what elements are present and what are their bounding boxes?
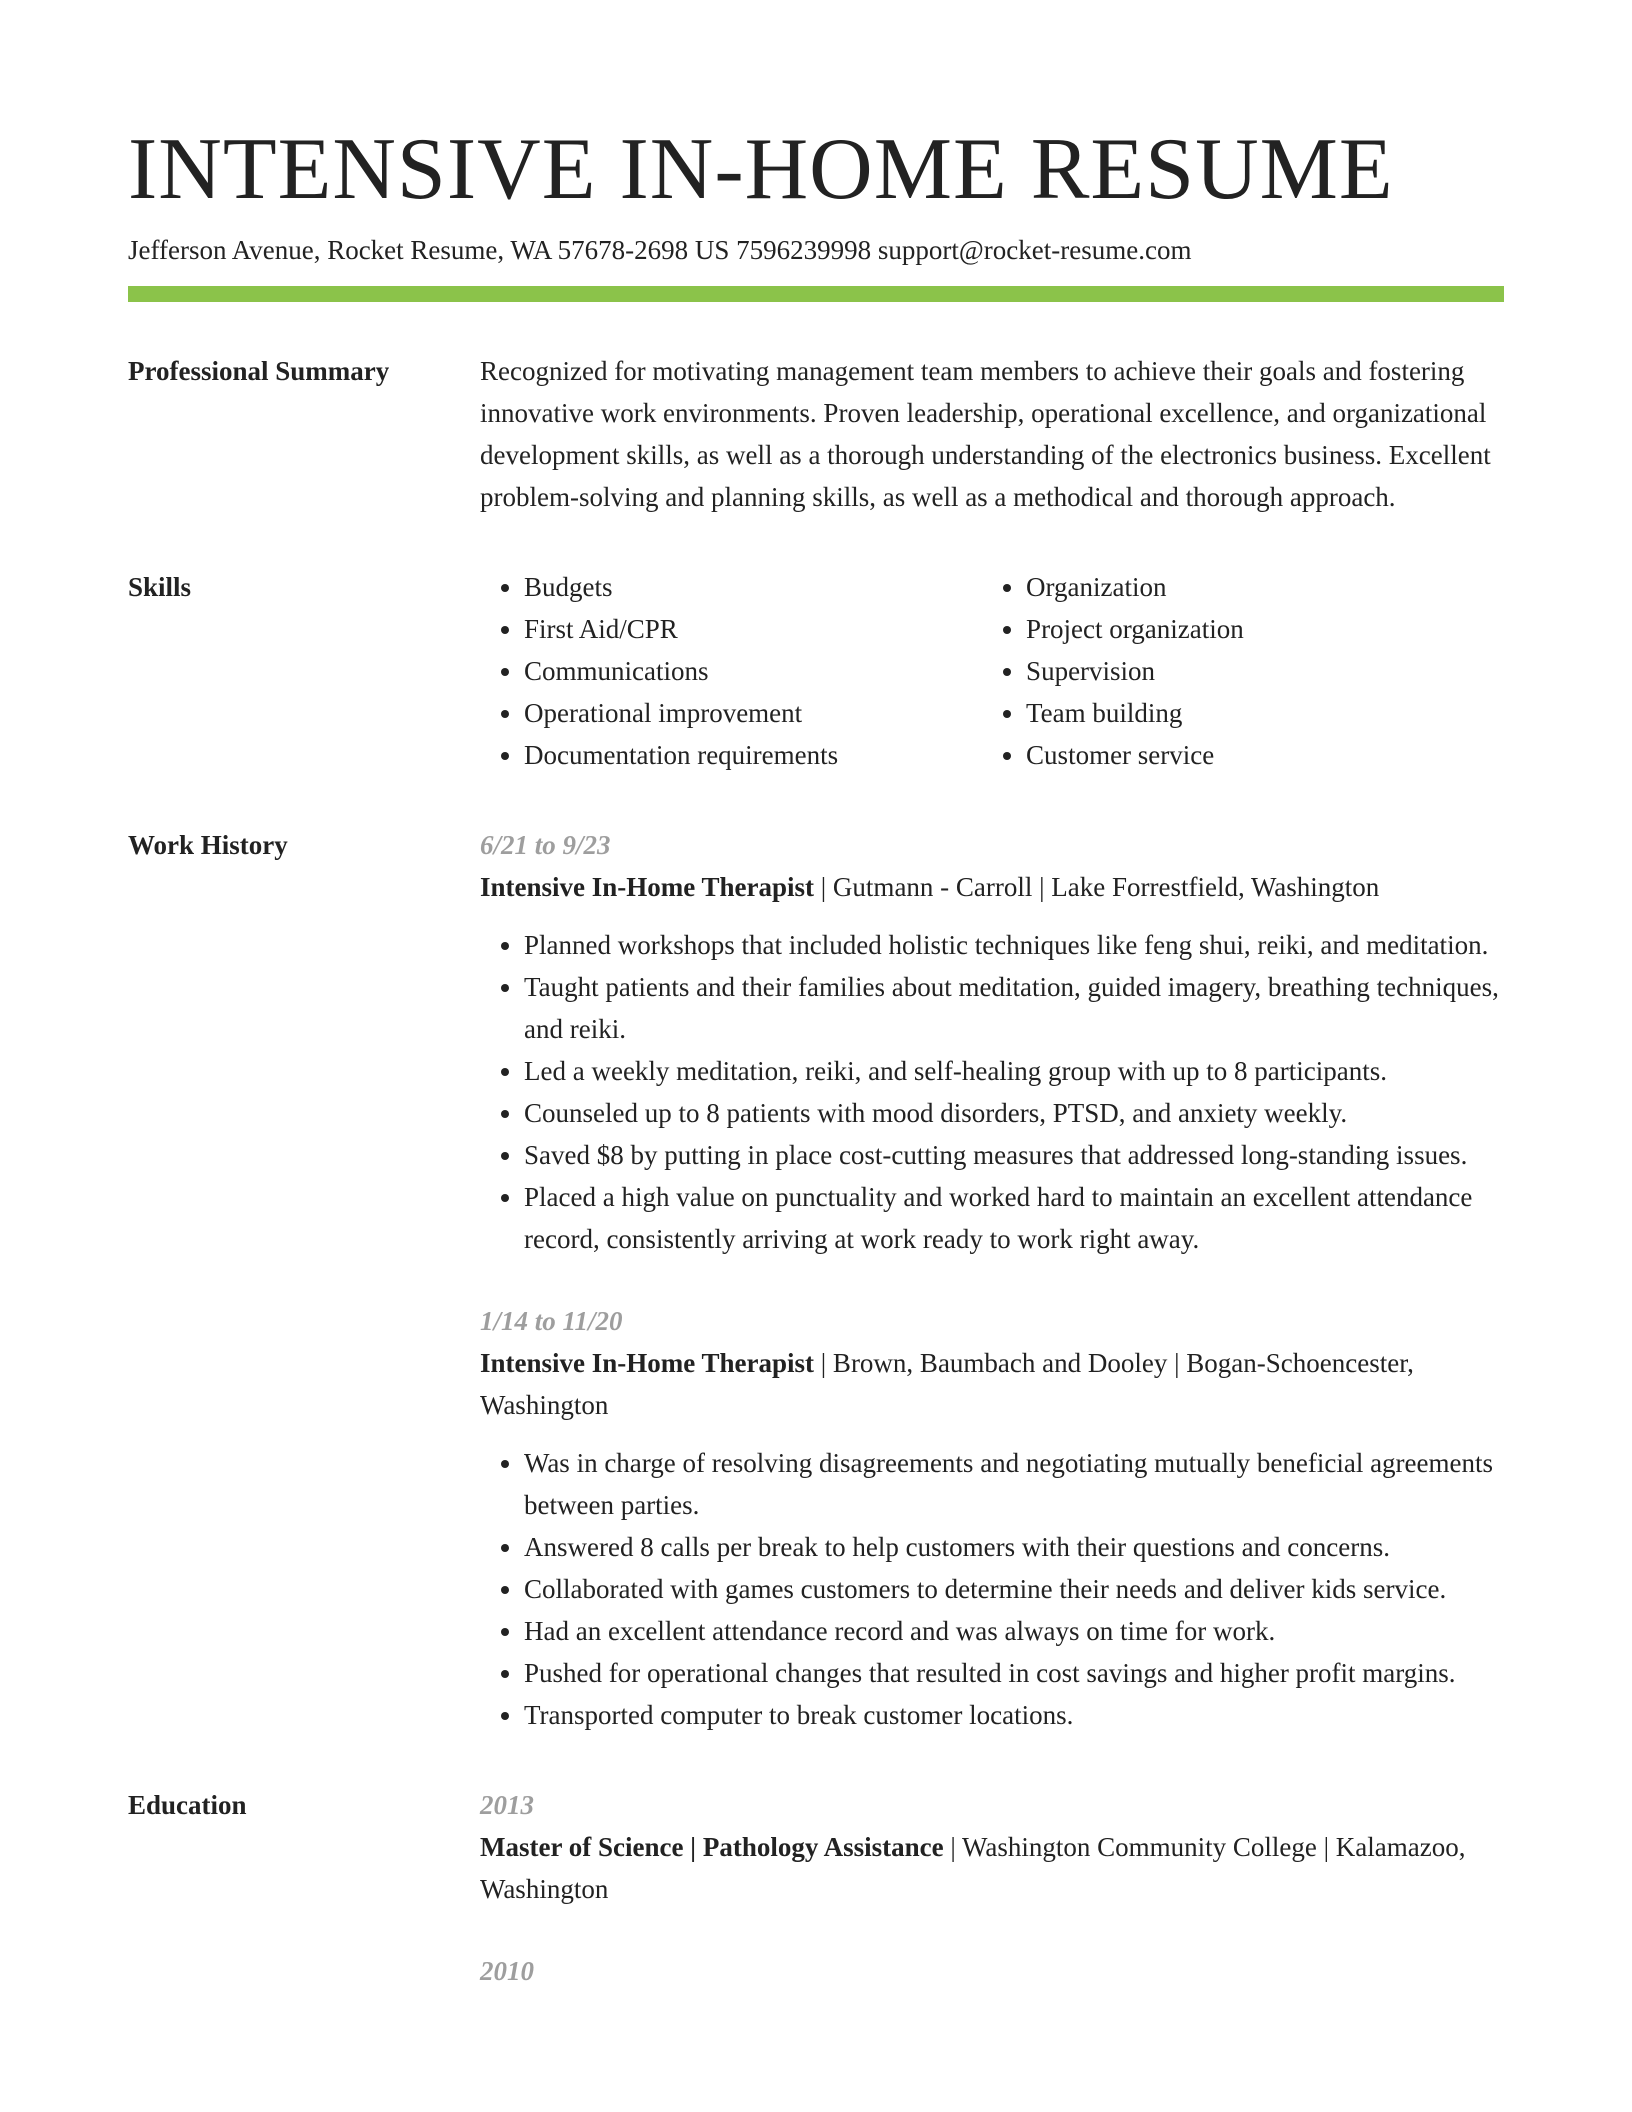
header-divider — [128, 286, 1504, 302]
education-date: 2010 — [480, 1956, 534, 1986]
summary-section — [128, 350, 1504, 518]
list-item: • Organization — [1026, 566, 1504, 608]
job-entry — [480, 1300, 1504, 1736]
skills-label: Skills — [128, 572, 192, 602]
job-title-line — [480, 1342, 1504, 1426]
job-bullets — [480, 1442, 1504, 1736]
resume-page — [128, 118, 1504, 1992]
list-item: • Had an excellent attendance record and was always on time for work. — [524, 1610, 1504, 1652]
skills-list-left — [480, 566, 982, 776]
list-item: • Taught patients and their families about meditation, guided imagery, breathing techniques, and reiki. — [524, 966, 1504, 1050]
job-details: | Brown, Baumbach and Dooley | Bogan-Schoencester, Washington — [480, 1348, 1414, 1420]
list-item: • Saved $8 by putting in place cost-cutting measures that addressed long-standing issues. — [524, 1134, 1504, 1176]
education-degree: Master of Science | Pathology Assistance — [480, 1832, 944, 1862]
skills-section — [128, 566, 1504, 776]
list-item: • Customer service — [1026, 734, 1504, 776]
education-details: | Washington Community College | Kalamazoo, Washington — [480, 1832, 1466, 1904]
work-history-section — [128, 824, 1504, 1736]
education-line — [480, 1826, 1504, 1910]
list-item: • Led a weekly meditation, reiki, and self-healing group with up to 8 participants. — [524, 1050, 1504, 1092]
job-bullets — [480, 924, 1504, 1260]
contact-line: Jefferson Avenue, Rocket Resume, WA 57678-2698 US 7596239998 support@rocket-resume.com — [128, 235, 1192, 265]
list-item: • Pushed for operational changes that resulted in cost savings and higher profit margins. — [524, 1652, 1504, 1694]
job-title-line — [480, 866, 1504, 908]
job-role: Intensive In-Home Therapist — [480, 872, 815, 902]
list-item: • Operational improvement — [524, 692, 982, 734]
list-item: • Was in charge of resolving disagreements and negotiating mutually beneficial agreements between parties. — [524, 1442, 1504, 1526]
list-item: • Budgets — [524, 566, 982, 608]
skills-list-right — [982, 566, 1504, 776]
education-date: 2013 — [480, 1790, 534, 1820]
list-item: • First Aid/CPR — [524, 608, 982, 650]
job-date: 1/14 to 11/20 — [480, 1306, 623, 1336]
list-item: • Supervision — [1026, 650, 1504, 692]
summary-label: Professional Summary — [128, 356, 390, 386]
job-details: | Gutmann - Carroll | Lake Forrestfield, Washington — [814, 872, 1380, 902]
work-history-label: Work History — [128, 830, 288, 860]
education-section — [128, 1784, 1504, 1992]
job-role: Intensive In-Home Therapist — [480, 1348, 815, 1378]
list-item: • Counseled up to 8 patients with mood disorders, PTSD, and anxiety weekly. — [524, 1092, 1504, 1134]
list-item: • Planned workshops that included holistic techniques like feng shui, reiki, and meditation. — [524, 924, 1504, 966]
list-item: • Answered 8 calls per break to help customers with their questions and concerns. — [524, 1526, 1504, 1568]
list-item: • Placed a high value on punctuality and worked hard to maintain an excellent attendance record, consistently arriving at work ready to work right away. — [524, 1176, 1504, 1260]
summary-text: Recognized for motivating management team members to achieve their goals and fostering innovative work environments. Proven leadership, operational excellence, and organizational development skills, as well as a thorough understanding of the electronics business. Excellent problem-solving and planning skills, as well as a methodical and thorough approach. — [480, 356, 1491, 512]
list-item: • Documentation requirements — [524, 734, 982, 776]
list-item: • Collaborated with games customers to determine their needs and deliver kids service. — [524, 1568, 1504, 1610]
list-item: • Project organization — [1026, 608, 1504, 650]
education-entry — [480, 1784, 1504, 1910]
job-entry — [480, 824, 1504, 1260]
resume-title: INTENSIVE IN-HOME RESUME — [128, 121, 1394, 218]
job-date: 6/21 to 9/23 — [480, 830, 611, 860]
list-item: • Transported computer to break customer locations. — [524, 1694, 1504, 1736]
list-item: • Communications — [524, 650, 982, 692]
education-entry — [480, 1950, 1504, 1992]
education-label: Education — [128, 1790, 247, 1820]
list-item: • Team building — [1026, 692, 1504, 734]
